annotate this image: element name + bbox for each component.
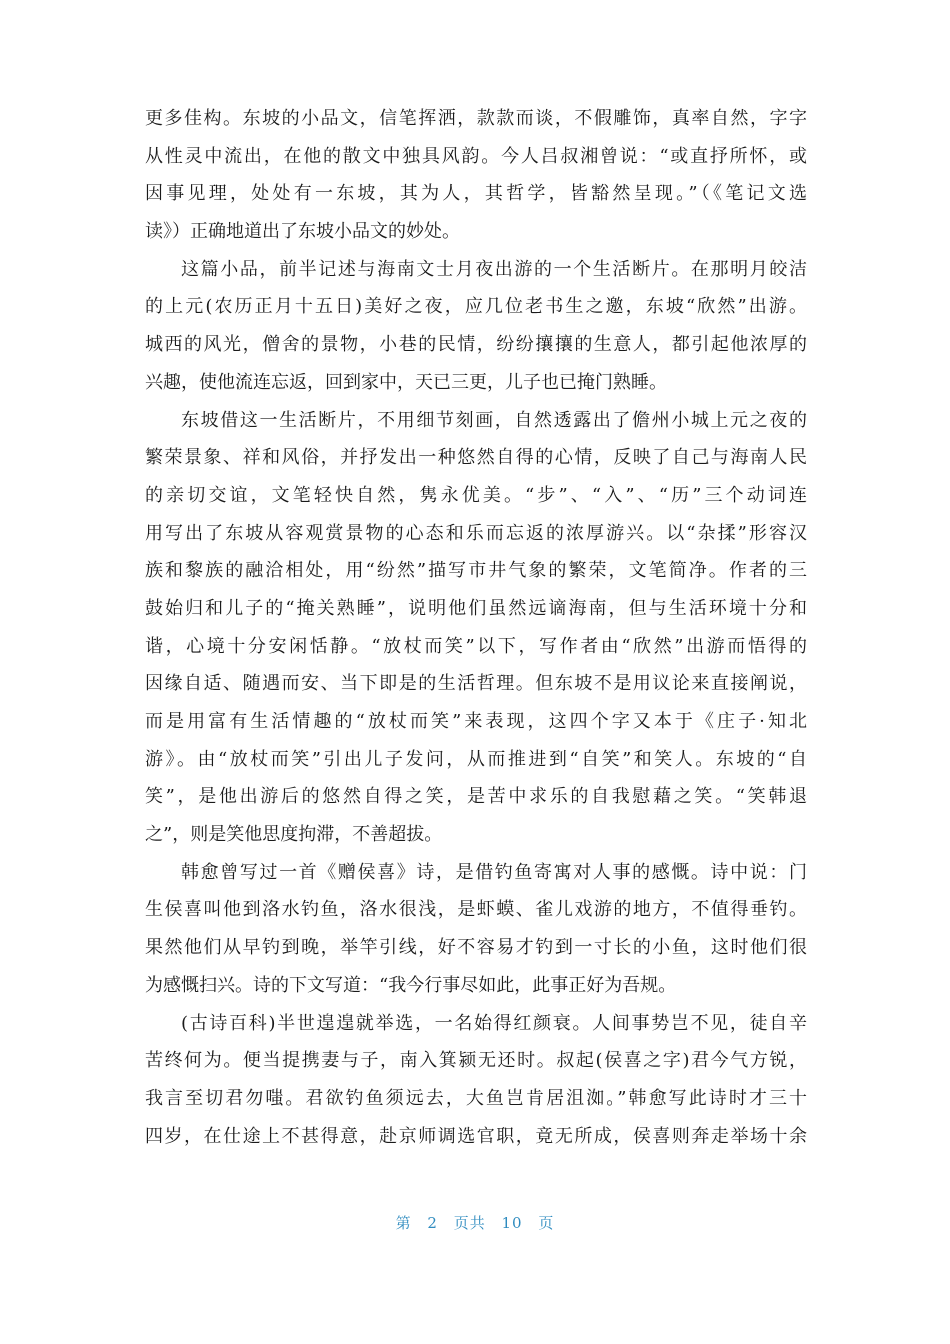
text-line: 从性灵中流出，在他的散文中独具风韵。今人吕叔湘曾说：“或直抒所怀，或: [145, 145, 807, 167]
text-line: 东坡借这一生活断片，不用细节刻画，自然透露出了儋州小城上元之夜的: [181, 409, 807, 431]
text-line: 谐，心境十分安闲恬静。“放杖而笑”以下，写作者由“欣然”出游而悟得的: [145, 635, 807, 657]
text-line: 读》）正确地道出了东坡小品文的妙处。: [145, 221, 460, 243]
text-line: 鼓始归和儿子的“掩关熟睡”，说明他们虽然远谪海南，但与生活环境十分和: [145, 597, 807, 619]
text-line: 的亲切交谊，文笔轻快自然，隽永优美。“步”、“入”、“历”三个动词连: [145, 484, 807, 506]
text-line: 用写出了东坡从容观赏景物的心态和乐而忘返的浓厚游兴。以“杂揉”形容汉: [145, 522, 807, 544]
page-number-footer: 第 2 页共 10 页: [395, 1214, 555, 1232]
body-text: [145, 100, 807, 1155]
text-line: 游》。由“放杖而笑”引出儿子发问，从而推进到“自笑”和笑人。东坡的“自: [145, 748, 807, 770]
text-line: (古诗百科)半世遑遑就举选，一名始得红颜衰。人间事势岂不见，徒自辛: [181, 1012, 807, 1034]
text-line: 果然他们从早钓到晚，举竿引线，好不容易才钓到一寸长的小鱼，这时他们很: [145, 937, 807, 959]
text-line: 之”，则是笑他思度拘滞，不善超拔。: [145, 824, 443, 846]
text-line: 苦终何为。便当提携妻与子，南入箕颍无还时。叔起(侯喜之字)君今气方锐，: [145, 1050, 807, 1072]
text-line: 笑”，是他出游后的悠然自得之笑，是苦中求乐的自我慰藉之笑。“笑韩退: [145, 786, 807, 808]
text-line: 兴趣，使他流连忘返，回到家中，天已三更，儿子也已掩门熟睡。: [145, 371, 667, 393]
text-line: 为感慨扫兴。诗的下文写道：“我今行事尽如此，此事正好为吾规。: [145, 974, 677, 996]
text-line: 因缘自适、随遇而安、当下即是的生活哲理。但东坡不是用议论来直接阐说，: [145, 673, 807, 695]
text-line: 族和黎族的融洽相处，用“纷然”描写市井气象的繁荣，文笔简净。作者的三: [145, 560, 807, 582]
text-line: 城西的风光，僧舍的景物，小巷的民情，纷纷攘攘的生意人，都引起他浓厚的: [145, 334, 807, 356]
text-line: 而是用富有生活情趣的“放杖而笑”来表现，这四个字又本于《庄子·知北: [145, 711, 807, 732]
text-line: 生侯喜叫他到洛水钓鱼，洛水很浅，是虾蟆、雀儿戏游的地方，不值得垂钓。: [145, 899, 807, 921]
text-line: 的上元(农历正月十五日)美好之夜，应几位老书生之邀，东坡“欣然”出游。: [145, 296, 807, 318]
text-line: 这篇小品，前半记述与海南文士月夜出游的一个生活断片。在那明月皎洁: [181, 258, 807, 280]
text-line: 我言至切君勿嗤。君欲钓鱼须远去，大鱼岂肯居沮洳。”韩愈写此诗时才三十: [145, 1087, 807, 1109]
text-line: 韩愈曾写过一首《赠侯喜》诗，是借钓鱼寄寓对人事的感慨。诗中说：门: [181, 861, 807, 883]
text-line: 四岁，在仕途上不甚得意，赴京师调选官职，竟无所成，侯喜则奔走举场十余: [145, 1125, 807, 1147]
text-line: 更多佳构。东坡的小品文，信笔挥洒，款款而谈，不假雕饰，真率自然，字字: [145, 108, 807, 129]
text-line: 因事见理，处处有一东坡，其为人，其哲学，皆豁然呈现。”（《笔记文选: [145, 183, 807, 205]
text-line: 繁荣景象、祥和风俗，并抒发出一种悠然自得的心情，反映了自己与海南人民: [145, 447, 807, 469]
